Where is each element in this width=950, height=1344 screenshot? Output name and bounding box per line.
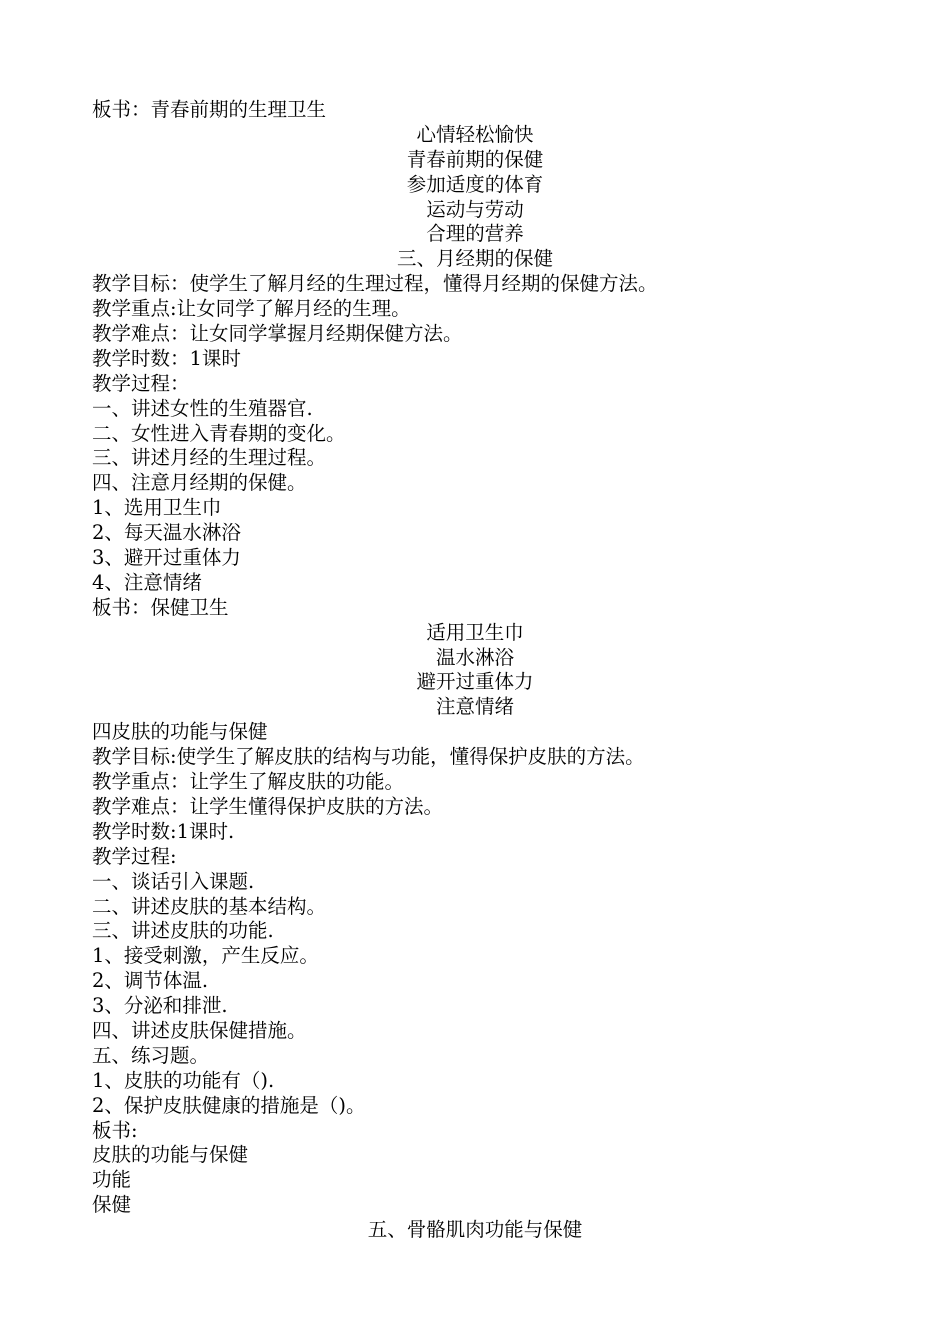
document-body [92,98,858,1243]
text-line: 4、注意情绪 [92,570,202,594]
text-line: 板书: [92,1118,138,1142]
text-line: 2、调节体温. [92,969,209,993]
text-line: 五、练习题。 [92,1043,210,1067]
text-line: 一、谈话引入课题. [92,869,255,893]
text-line: 温水淋浴 [435,645,514,669]
text-line: 青春前期的保健 [406,147,544,171]
text-line: 1、选用卫生巾 [92,496,222,520]
text-line: 板书：保健卫生 [92,595,229,619]
text-line: 教学时数：1课时 [92,346,241,370]
text-line: 二、女性进入青春期的变化。 [92,421,346,445]
text-line: 运动与劳动 [426,197,524,221]
text-line: 3、分泌和排泄. [92,994,228,1018]
text-line: 心情轻松愉快 [416,122,534,146]
text-line: 教学重点：让学生了解皮肤的功能。 [92,770,405,794]
text-line: 2、每天温水淋浴 [92,521,241,545]
text-line: 五、骨骼肌肉功能与保健 [367,1218,583,1242]
text-line: 合理的营养 [426,222,524,246]
text-line: 教学难点：让女同学掌握月经期保健方法。 [92,322,463,346]
text-line: 教学时数:1课时. [92,819,235,843]
text-line: 板书：青春前期的生理卫生 [92,98,327,121]
text-line: 1、接受刺激，产生反应。 [92,944,319,968]
text-line: 二、讲述皮肤的基本结构。 [92,894,327,918]
text-line: 三、月经期的保健 [396,247,553,271]
text-line: 1、皮肤的功能有（). [92,1068,275,1092]
text-line: 三、讲述月经的生理过程。 [92,446,327,470]
text-line: 皮肤的功能与保健 [92,1143,249,1167]
text-line: 注意情绪 [435,695,514,719]
text-line: 避开过重体力 [416,670,534,694]
text-line: 教学难点：让学生懂得保护皮肤的方法。 [92,794,444,818]
text-line: 三、讲述皮肤的功能. [92,919,274,943]
text-line: 教学过程： [92,371,190,395]
text-line: 教学目标:使学生了解皮肤的结构与功能，懂得保护皮肤的方法。 [92,745,645,769]
text-line: 教学过程: [92,844,177,868]
text-line: 一、讲述女性的生殖器官. [92,396,313,420]
text-line: 3、避开过重体力 [92,546,241,570]
text-line: 保健 [92,1193,132,1217]
text-line: 教学目标：使学生了解月经的生理过程，懂得月经期的保健方法。 [92,272,658,296]
text-line: 适用卫生巾 [426,620,524,644]
text-line: 四皮肤的功能与保健 [92,720,268,744]
text-line: 参加适度的体育 [406,172,544,196]
text-line: 功能 [92,1168,132,1192]
text-line: 教学重点:让女同学了解月经的生理。 [92,297,411,321]
text-line: 2、保护皮肤健康的措施是（)。 [92,1093,366,1117]
text-line: 四、讲述皮肤保健措施。 [92,1018,307,1042]
text-line: 四、注意月经期的保健。 [92,471,307,495]
